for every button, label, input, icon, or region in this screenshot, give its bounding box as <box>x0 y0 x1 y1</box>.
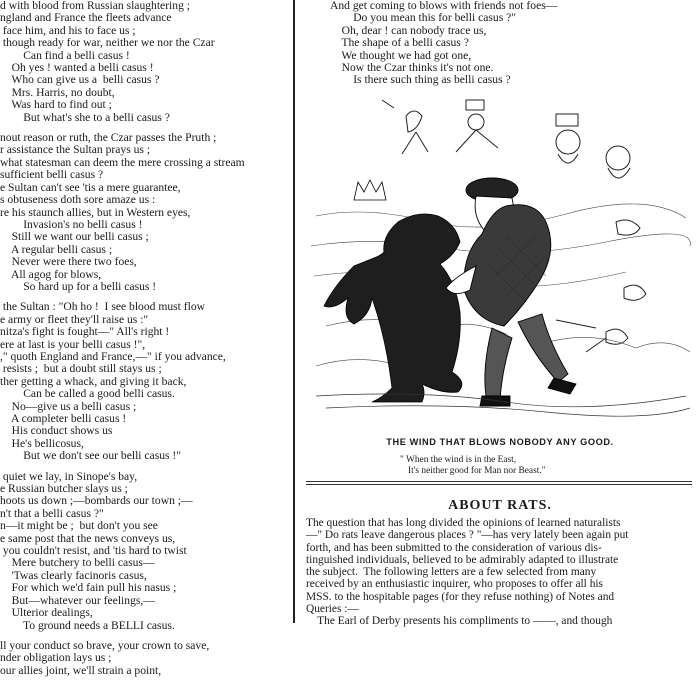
section-title: ABOUT RATS. <box>448 498 552 513</box>
poem-line: Still we want our belli casus ; <box>0 230 149 244</box>
poem-line: Oh yes ! wanted a belli casus ! <box>0 61 154 75</box>
left-column <box>0 0 290 677</box>
poem-line: nder obligation lays us ; <box>0 651 112 665</box>
poem-line: Never were there two foes, <box>0 255 137 269</box>
poem-line: ther getting a whack, and giving it back, <box>0 374 187 388</box>
poem-line: But what's she to a belli casus ? <box>0 110 170 124</box>
poem-line: ," quoth England and France,—" if you advance, <box>0 349 226 363</box>
poem-line: To ground needs a BELLI casus. <box>0 618 175 632</box>
stanza-gap <box>0 677 290 685</box>
article-line: received by an enthusiastic inquirer, who proposes to offer all his <box>306 578 603 591</box>
poem-line: s obtuseness doth sore amaze us : <box>0 193 156 207</box>
poem-line: nitza's fight is fought—" All's right ! <box>0 325 170 339</box>
poem-line: Now the Czar thinks it's not one. <box>330 61 494 75</box>
poem-line: though ready for war, neither we nor the Czar <box>0 36 215 50</box>
poem-line: e Russian butcher slays us ; <box>0 482 128 496</box>
poem-line: And get coming to blows with friends not foes— <box>330 0 558 12</box>
poem-line: nout reason or ruth, the Czar passes the Pruth ; <box>0 131 217 145</box>
poem-line: Ulterior dealings, <box>0 606 93 620</box>
poem-line: Can be called a good belli casus. <box>0 387 175 401</box>
poem-line: hoots us down ;—bombards our town ;— <box>0 494 193 508</box>
poem-line: e same post that the news conveys us, <box>0 531 176 545</box>
section-rule <box>306 481 692 482</box>
article-line: forth, and has been submitted to the consideration of various dis- <box>306 541 602 554</box>
poem-line: But we don't see our belli casus !" <box>0 449 182 463</box>
poem-line: our allies joint, we'll strain a point, <box>0 663 162 677</box>
poem-line: n—it might be ; but don't you see <box>0 519 158 533</box>
poem-line: For which we'd fain pull his nasus ; <box>0 581 177 595</box>
poem-line: His conduct shows us <box>0 424 113 438</box>
cartoon-caption-title: THE WIND THAT BLOWS NOBODY ANY GOOD. <box>386 437 614 447</box>
poem-line: you couldn't resist, and 'tis hard to twist <box>0 544 187 558</box>
poem-line: But—whatever our feelings,— <box>0 593 155 607</box>
poem-line: The shape of a belli casus ? <box>330 36 469 50</box>
article-line: The question that has long divided the opinions of learned naturalists <box>306 517 621 529</box>
poem-line: We thought we had got one, <box>330 48 472 62</box>
poem-line: So hard up for a belli casus ! <box>0 279 157 293</box>
poem-line: resists ; but a doubt still stays us ; <box>0 362 162 376</box>
poem-line: Invasion's no belli casus ! <box>0 217 143 231</box>
right-column <box>300 0 700 628</box>
poem-line: All agog for blows, <box>0 267 102 281</box>
poem-line: 'Twas clearly facinoris casus, <box>0 568 147 582</box>
poem-line: Is there such thing as belli casus ? <box>330 73 511 87</box>
article-body <box>306 517 692 628</box>
poem-line: d with blood from Russian slaughtering ; <box>0 0 190 12</box>
cartoon-illustration <box>306 96 692 430</box>
poem-line: Mere butchery to belli casus— <box>0 556 155 570</box>
poem-line: re his staunch allies, but in Western eyes, <box>0 205 191 219</box>
poem-line: face him, and his to face us ; <box>0 23 136 37</box>
poem-line: ngland and France the fleets advance <box>0 11 172 25</box>
poem-line: Mrs. Harris, no doubt, <box>0 85 115 99</box>
poem-line: sufficient belli casus ? <box>0 168 104 182</box>
poem-line: Oh, dear ! can nobody trace us, <box>330 23 487 37</box>
poem-line: Can find a belli casus ! <box>0 48 130 62</box>
column-divider <box>293 0 295 623</box>
caption-line: " When the wind is in the East, <box>400 455 517 465</box>
poem-line: A regular belli casus ; <box>0 242 113 256</box>
poem-continuation <box>330 0 700 87</box>
section-rule <box>306 484 692 485</box>
poem-line: Who can give us a belli casus ? <box>0 73 160 87</box>
poem-line: the Sultan : "Oh ho ! I see blood must flow <box>0 300 206 314</box>
article-line: MSS. to the hospitable pages (for they refuse nothing) of Notes and <box>306 590 615 603</box>
poem-line: e army or fleet they'll raise us :" <box>0 312 149 326</box>
poem-line: e Sultan can't see 'tis a mere guarantee, <box>0 180 181 194</box>
poem-line: No—give us a belli casus ; <box>0 399 137 413</box>
article-line: the subject. The following letters are a few selected from many <box>306 566 597 579</box>
cartoon-caption-quote <box>400 455 546 477</box>
poem-line: ere at last is your belli casus !", <box>0 337 146 351</box>
article-line: The Earl of Derby presents his compliments to ——, and though <box>306 615 613 628</box>
poem-line: quiet we lay, in Sinope's bay, <box>0 469 138 483</box>
poem-line: Do you mean this for belli casus ?" <box>330 11 517 25</box>
article-line: —" Do rats leave dangerous places ? "—has very lately been again put <box>306 529 629 542</box>
caption-line: It's neither good for Man nor Beast." <box>408 466 546 476</box>
poem-line: Was hard to find out ; <box>0 98 112 112</box>
poem-line: r assistance the Sultan prays us ; <box>0 143 151 157</box>
article-line: tinguished individuals, believed to be admirably adapted to illustrate <box>306 553 619 566</box>
poem-line: n't that a belli casus ?" <box>0 506 104 520</box>
poem-line: A completer belli casus ! <box>0 412 127 425</box>
poem-line: He's bellicosus, <box>0 436 84 450</box>
article-line: Queries :— <box>306 603 359 616</box>
poem-line: ll your conduct so brave, your crown to save, <box>0 638 210 652</box>
poem-line: what statesman can deem the mere crossing a stream <box>0 155 245 169</box>
